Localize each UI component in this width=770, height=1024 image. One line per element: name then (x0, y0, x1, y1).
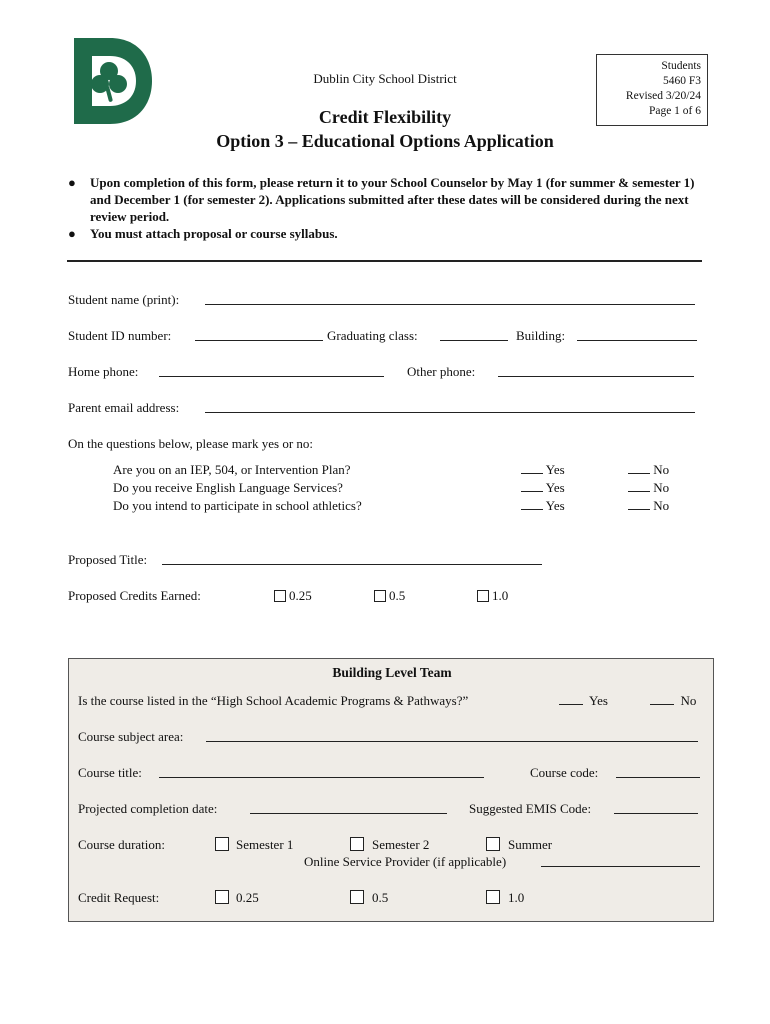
instruction-item (68, 174, 708, 225)
online-provider-field[interactable] (541, 852, 700, 867)
student-name-label: Student name (print): (68, 292, 180, 307)
no-blank[interactable] (628, 497, 650, 510)
credit-10-label: 1.0 (492, 588, 509, 603)
no-option[interactable] (628, 497, 669, 515)
team-section-title: Building Level Team (332, 665, 452, 680)
building-field[interactable] (577, 326, 697, 341)
graduating-class-label: Graduating class: (327, 328, 418, 343)
yes-option[interactable] (521, 461, 565, 479)
student-name-field[interactable] (205, 290, 695, 305)
request-05-label: 0.5 (372, 890, 389, 905)
listed-no-blank[interactable] (650, 692, 674, 705)
credit-10-checkbox[interactable] (477, 590, 489, 602)
course-duration-label: Course duration: (78, 837, 166, 852)
yes-label: Yes (545, 498, 565, 513)
proposed-credits-label: Proposed Credits Earned: (68, 588, 201, 603)
course-subject-field[interactable] (206, 727, 698, 742)
home-phone-field[interactable] (159, 362, 384, 377)
listed-yes-blank[interactable] (559, 692, 583, 705)
yes-label: Yes (545, 462, 565, 477)
request-025-checkbox[interactable] (215, 890, 229, 904)
no-label: No (653, 480, 670, 495)
summer-label: Summer (508, 837, 553, 852)
instruction-text: Upon completion of this form, please return it to your School Counselor by May 1 (for summer & semester 1) and December 1 (for semester 2). Applications submitted after these dates will be considered during the next review period. (90, 175, 695, 224)
completion-date-label: Projected completion date: (78, 801, 218, 816)
course-title-field[interactable] (159, 763, 484, 778)
questions-intro: On the questions below, please mark yes or no: (68, 436, 314, 451)
other-phone-field[interactable] (498, 362, 694, 377)
emis-code-label: Suggested EMIS Code: (469, 801, 592, 816)
semester1-label: Semester 1 (236, 837, 294, 852)
listed-yes-label: Yes (589, 693, 608, 708)
request-10-checkbox[interactable] (486, 890, 500, 904)
request-10-label: 1.0 (508, 890, 525, 905)
question-iep: Are you on an IEP, 504, or Intervention Plan? (113, 462, 351, 477)
listed-yes-option[interactable] (559, 692, 608, 710)
graduating-class-field[interactable] (440, 326, 508, 341)
box-line-code: 5460 F3 (662, 75, 701, 87)
yes-blank[interactable] (521, 497, 543, 510)
yes-blank[interactable] (521, 479, 543, 492)
parent-email-field[interactable] (205, 398, 695, 413)
other-phone-label: Other phone: (407, 364, 476, 379)
semester2-checkbox[interactable] (350, 837, 364, 851)
request-05-checkbox[interactable] (350, 890, 364, 904)
district-logo (72, 38, 152, 124)
course-subject-label: Course subject area: (78, 729, 184, 744)
building-level-team-section (68, 658, 714, 922)
form-title-line2: Option 3 – Educational Options Application (216, 131, 554, 151)
no-label: No (653, 498, 670, 513)
listed-question: Is the course listed in the “High School Academic Programs & Pathways?” (78, 693, 469, 708)
parent-email-label: Parent email address: (68, 400, 180, 415)
summer-checkbox[interactable] (486, 837, 500, 851)
section-divider (67, 260, 702, 262)
policy-reference-box (596, 54, 708, 126)
credit-05-checkbox[interactable] (374, 590, 386, 602)
online-provider-label: Online Service Provider (if applicable) (304, 854, 507, 869)
yes-option[interactable] (521, 497, 565, 515)
question-els: Do you receive English Language Services? (113, 480, 343, 495)
yes-blank[interactable] (521, 461, 543, 474)
course-code-field[interactable] (616, 763, 700, 778)
no-option[interactable] (628, 461, 669, 479)
student-id-field[interactable] (195, 326, 323, 341)
proposed-title-field[interactable] (162, 550, 542, 565)
credit-05-label: 0.5 (389, 588, 406, 603)
bullet-icon: ● (68, 175, 76, 190)
credit-025-checkbox[interactable] (274, 590, 286, 602)
semester1-checkbox[interactable] (215, 837, 229, 851)
course-title-label: Course title: (78, 765, 142, 780)
credit-025-label: 0.25 (289, 588, 312, 603)
no-label: No (653, 462, 670, 477)
emis-code-field[interactable] (614, 799, 698, 814)
student-id-label: Student ID number: (68, 328, 172, 343)
building-label: Building: (516, 328, 566, 343)
no-blank[interactable] (628, 479, 650, 492)
credit-request-label: Credit Request: (78, 890, 160, 905)
yes-label: Yes (545, 480, 565, 495)
listed-no-label: No (680, 693, 697, 708)
bullet-icon: ● (68, 226, 76, 241)
district-name: Dublin City School District (313, 71, 457, 86)
no-option[interactable] (628, 479, 669, 497)
course-code-label: Course code: (530, 765, 599, 780)
yes-option[interactable] (521, 479, 565, 497)
box-line-students: Students (661, 60, 701, 72)
request-025-label: 0.25 (236, 890, 259, 905)
instructions-list (68, 174, 708, 242)
instruction-item (68, 225, 708, 242)
proposed-title-label: Proposed Title: (68, 552, 148, 567)
listed-no-option[interactable] (650, 692, 696, 710)
completion-date-field[interactable] (250, 799, 447, 814)
form-title-line1: Credit Flexibility (318, 107, 452, 127)
semester2-label: Semester 2 (372, 837, 430, 852)
question-athletics: Do you intend to participate in school athletics? (113, 498, 362, 513)
no-blank[interactable] (628, 461, 650, 474)
home-phone-label: Home phone: (68, 364, 139, 379)
box-line-revised: Revised 3/20/24 (625, 90, 701, 102)
instruction-text: You must attach proposal or course syllabus. (90, 226, 338, 241)
box-line-page: Page 1 of 6 (648, 105, 701, 117)
